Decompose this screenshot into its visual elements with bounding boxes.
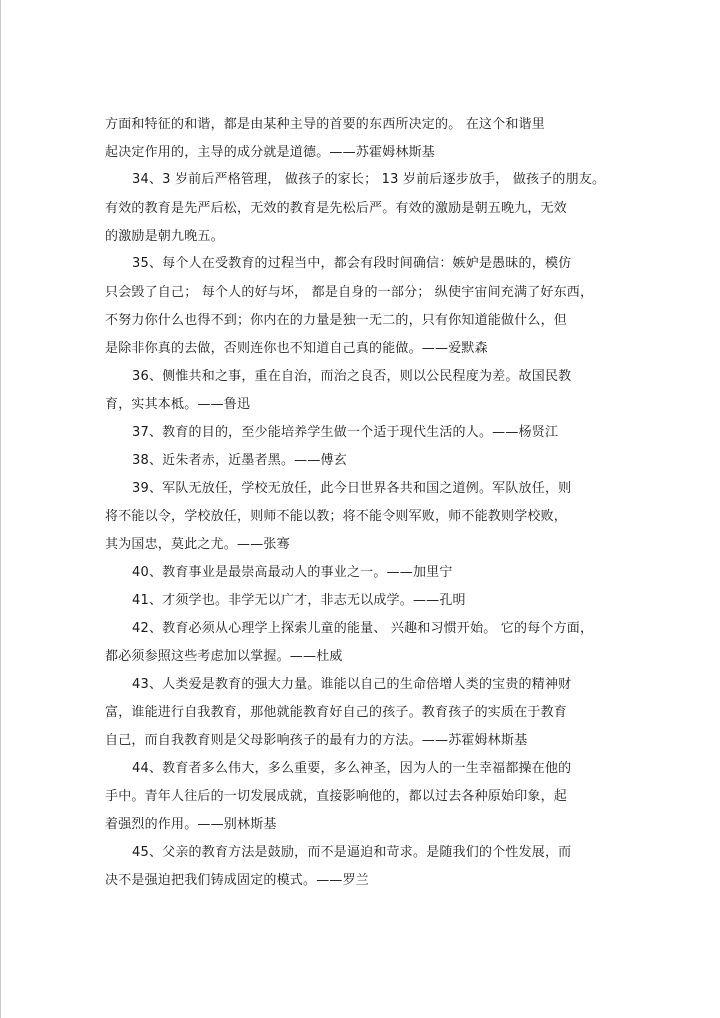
text-line-22: 富，谁能进行自我教育，那他就能教育好自己的孩子。教育孩子的实质在于教育 xyxy=(105,705,568,720)
text-line-15: 将不能以令，学校放任，则师不能以教；将不能令则军败，师不能教则学校败， xyxy=(105,509,568,524)
text-line-7: 只会毁了自己； 每个人的好与坏， 都是自身的一部分； 纵使宇宙间充满了好东西， xyxy=(105,285,594,300)
text-line-27: 45、父亲的教育方法是鼓励，而不是逼迫和苛求。是随我们的个性发展，而 xyxy=(132,845,572,860)
text-line-19: 42、教育必须从心理学上探索儿童的能量、 兴趣和习惯开始。 它的每个方面， xyxy=(132,621,594,636)
text-line-26: 着强烈的作用。——别林斯基 xyxy=(105,817,277,832)
text-line-20: 都必须参照这些考虑加以掌握。——杜威 xyxy=(105,649,343,664)
text-line-17: 40、教育事业是最崇高最动人的事业之一。——加里宁 xyxy=(132,565,453,580)
text-line-8: 不努力你什么也得不到；你内在的力量是独一无二的，只有你知道能做什么，但 xyxy=(105,313,568,328)
text-line-28: 决不是强迫把我们铸成固定的模式。——罗兰 xyxy=(105,873,370,888)
text-line-9: 是除非你真的去做，否则连你也不知道自己真的能做。——爱默森 xyxy=(105,341,488,356)
text-line-16: 其为国忠，莫此之尤。——张骞 xyxy=(105,537,290,552)
text-line-13: 38、近朱者赤，近墨者黑。——傅玄 xyxy=(132,453,347,468)
text-line-5: 的激励是朝九晚五。 xyxy=(105,229,224,244)
text-line-2: 起决定作用的，主导的成分就是道德。——苏霍姆林斯基 xyxy=(105,145,436,160)
text-line-10: 36、侧惟共和之事，重在自治，而治之良否，则以公民程度为差。故国民教 xyxy=(132,369,572,384)
text-line-23: 自己，而自我教育则是父母影响孩子的最有力的方法。——苏霍姆林斯基 xyxy=(105,733,528,748)
text-line-24: 44、教育者多么伟大，多么重要，多么神圣，因为人的一生幸福都操在他的 xyxy=(132,761,572,776)
text-line-12: 37、教育的目的，至少能培养学生做一个适于现代生活的人。——杨贤江 xyxy=(132,425,559,440)
text-line-4: 有效的教育是先严后松，无效的教育是先松后严。有效的激励是朝五晚九，无效 xyxy=(105,201,568,216)
text-line-6: 35、每个人在受教育的过程当中，都会有段时间确信：嫉妒是愚昧的，模仿 xyxy=(132,256,572,271)
text-line-21: 43、人类爱是教育的强大力量。谁能以自己的生命倍增人类的宝贵的精神财 xyxy=(132,677,572,692)
text-line-11: 育，实其本柢。——鲁迅 xyxy=(105,397,251,412)
text-line-14: 39、军队无放任，学校无放任，此今日世界各共和国之道例。军队放任，则 xyxy=(132,481,572,496)
text-line-1: 方面和特征的和谐，都是由某种主导的首要的东西所决定的。 在这个和谐里 xyxy=(105,117,545,132)
text-line-25: 手中。青年人往后的一切发展成就，直接影响他的，都以过去各种原始印象，起 xyxy=(105,789,568,804)
text-line-3: 34、3 岁前后严格管理， 做孩子的家长； 13 岁前后逐步放手， 做孩子的朋友。 xyxy=(132,172,606,187)
text-line-18: 41、才须学也。非学无以广才，非志无以成学。——孔明 xyxy=(132,593,466,608)
